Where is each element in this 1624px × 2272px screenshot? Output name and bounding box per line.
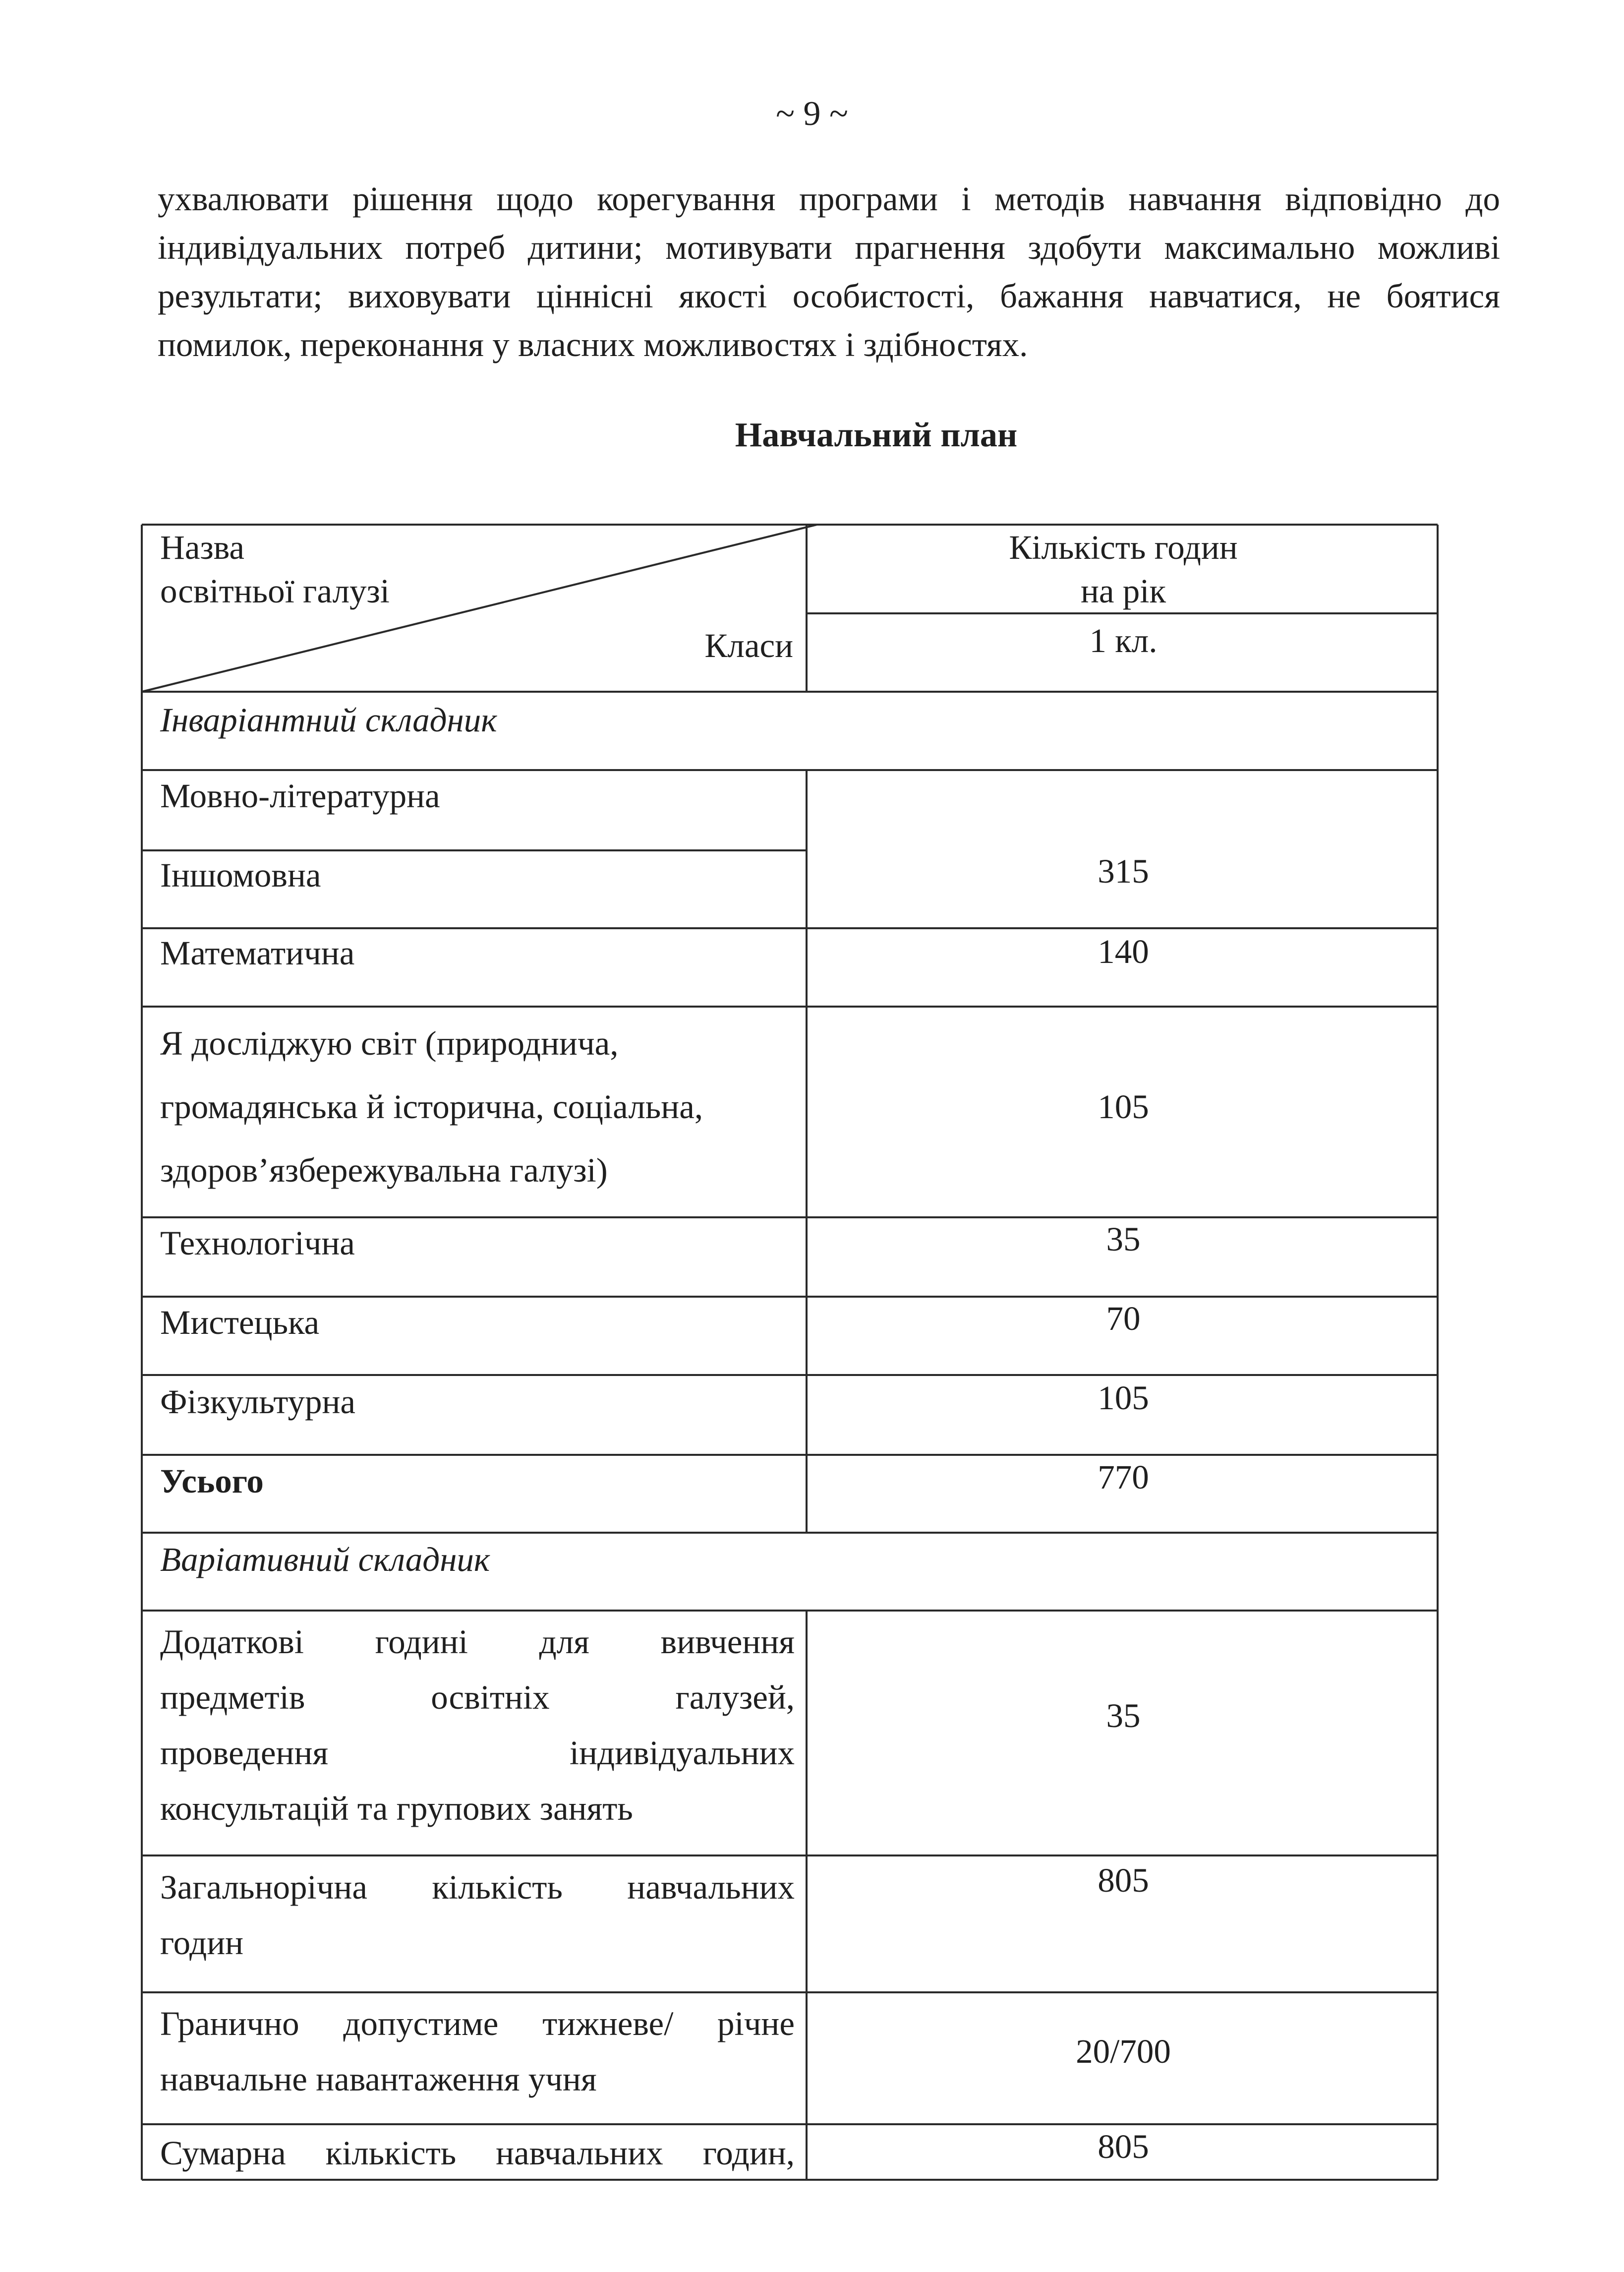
row-language-literature: Мовно-літературна: [160, 777, 440, 815]
row-sum-hours: Сумарна кількість навчальних годин,: [160, 2134, 795, 2172]
header-hours-title: Кількість годин на рік: [1009, 529, 1238, 610]
value-max-load: 20/700: [1076, 2033, 1171, 2070]
value-total: 770: [1098, 1458, 1149, 1496]
row-physical: Фізкультурна: [160, 1383, 356, 1421]
row-explore-world: Я досліджую світ (природнича, громадянська й історична, соціальна, здоров’язбережувальна галузі): [160, 1024, 703, 1189]
row-total: Усього: [160, 1462, 264, 1500]
header-classes-label: Класи: [704, 627, 793, 664]
row-annual-hours: Загальнорічна кількість навчальних годин: [160, 1868, 795, 1962]
row-max-load: Гранично допустиме тижневе/ річне навчальне навантаження учня: [160, 2005, 795, 2098]
header-grade: 1 кл.: [1089, 622, 1158, 659]
header-corner-title: Назва освітньої галузі: [160, 529, 390, 610]
section-variant: Варіативний складник: [160, 1541, 490, 1578]
value-sum-hours: 805: [1098, 2128, 1149, 2165]
value-explore-world: 105: [1098, 1088, 1149, 1126]
intro-paragraph: ухвалювати рішення щодо корегування програми і методів навчання відповідно до індивідуальних потреб дитини; мотивувати прагнення здобути максимально можливі результати; виховувати ціннісні якості особистості, бажання навчатися, не боятися помилок, переконання у власних можливостях і здібностях.: [158, 180, 1500, 363]
section-invariant: Інваріантний складник: [160, 701, 497, 739]
value-annual-hours: 805: [1098, 1861, 1149, 1899]
row-additional-hours: Додаткові годині для вивчення предметів освітніх галузей, проведення індивідуальних консультацій та групових занять: [160, 1623, 795, 1827]
row-technology: Технологічна: [160, 1224, 355, 1262]
value-language-merged: 315: [1098, 852, 1149, 890]
value-physical: 105: [1098, 1379, 1149, 1417]
value-math: 140: [1098, 933, 1149, 970]
plan-title: Навчальний план: [735, 416, 1018, 454]
row-math: Математична: [160, 934, 355, 972]
value-technology: 35: [1106, 1220, 1141, 1258]
row-foreign-language: Іншомовна: [160, 856, 321, 894]
row-art: Мистецька: [160, 1304, 320, 1341]
value-additional-hours: 35: [1106, 1697, 1141, 1734]
page-number: ~ 9 ~: [776, 95, 848, 133]
value-art: 70: [1106, 1300, 1141, 1337]
